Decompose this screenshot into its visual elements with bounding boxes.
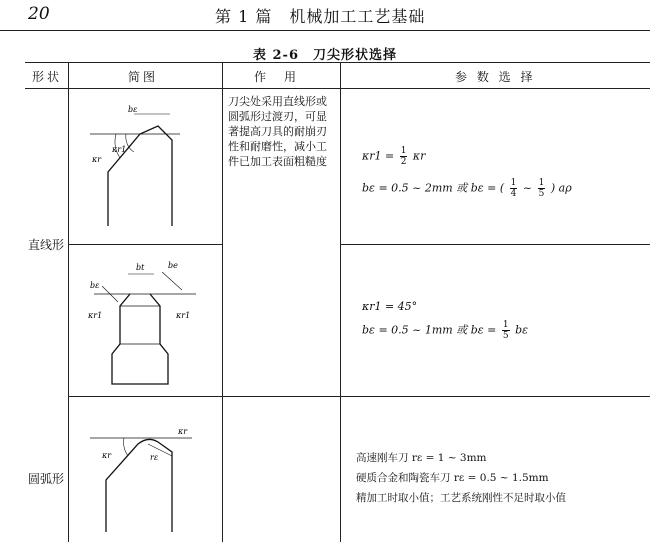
formula-kr1-45: κr1 = 45° bbox=[362, 300, 418, 313]
label-kr-1: κr bbox=[92, 155, 102, 164]
diagram-double-chamfer bbox=[84, 252, 204, 390]
row-label-arc: 圆弧形 bbox=[28, 472, 65, 486]
label-b-eps-2: bε bbox=[90, 281, 100, 290]
col-header-effect: 作 用 bbox=[254, 70, 300, 84]
label-kr1-1: κr1 bbox=[112, 145, 127, 154]
label-b-eps-1: bε bbox=[128, 105, 138, 114]
formula-b-eps-range: bε = 0.5 ~ 2mm 或 bε = ( $\frac{1}{4}$ ~ $\frac{1}{5}$ ) aρ bbox=[362, 178, 572, 199]
row-label-straight: 直线形 bbox=[28, 238, 65, 252]
param-finishing-note: 精加工时取小值；工艺系统刚性不足时取小值 bbox=[356, 492, 566, 504]
col-header-shape: 形状 bbox=[32, 70, 63, 84]
label-b-e: be bbox=[168, 261, 178, 270]
page-number: 20 bbox=[28, 4, 50, 24]
param-hss: 高速刚车刀 rε = 1 ~ 3mm bbox=[356, 452, 487, 464]
diagram-straight-chamfer bbox=[80, 96, 200, 236]
table-title: 表 2-6 刀尖形状选择 bbox=[252, 48, 397, 63]
label-kr-3: κr bbox=[102, 451, 112, 460]
running-head: 第 1 篇 机械加工工艺基础 bbox=[215, 7, 426, 26]
label-r-eps: rε bbox=[150, 453, 159, 462]
header-rule bbox=[0, 30, 650, 31]
label-kr1-2b: κr1 bbox=[176, 311, 191, 320]
effect-text: 刀尖处采用直线形或圆弧形过渡刃，可显著提高刀具的耐崩刃性和耐磨性，减小工件已加工表面粗糙度 bbox=[228, 95, 327, 168]
label-kr1-2a: κr1 bbox=[88, 311, 103, 320]
col-header-params: 参 数 选 择 bbox=[455, 70, 536, 84]
col-header-diagram: 简图 bbox=[128, 70, 159, 84]
formula-kr1-half: κr1 = $\frac{1}{2}$ κr bbox=[362, 146, 426, 167]
param-carbide: 硬质合金和陶瓷车刀 rε = 0.5 ~ 1.5mm bbox=[356, 472, 549, 484]
diagram-arc-nose bbox=[80, 404, 200, 538]
label-kr-prime: κr bbox=[178, 427, 188, 436]
formula-b-eps-small: bε = 0.5 ~ 1mm 或 bε = $\frac{1}{5}$ bε bbox=[362, 320, 529, 341]
label-b-t: bt bbox=[136, 263, 145, 272]
